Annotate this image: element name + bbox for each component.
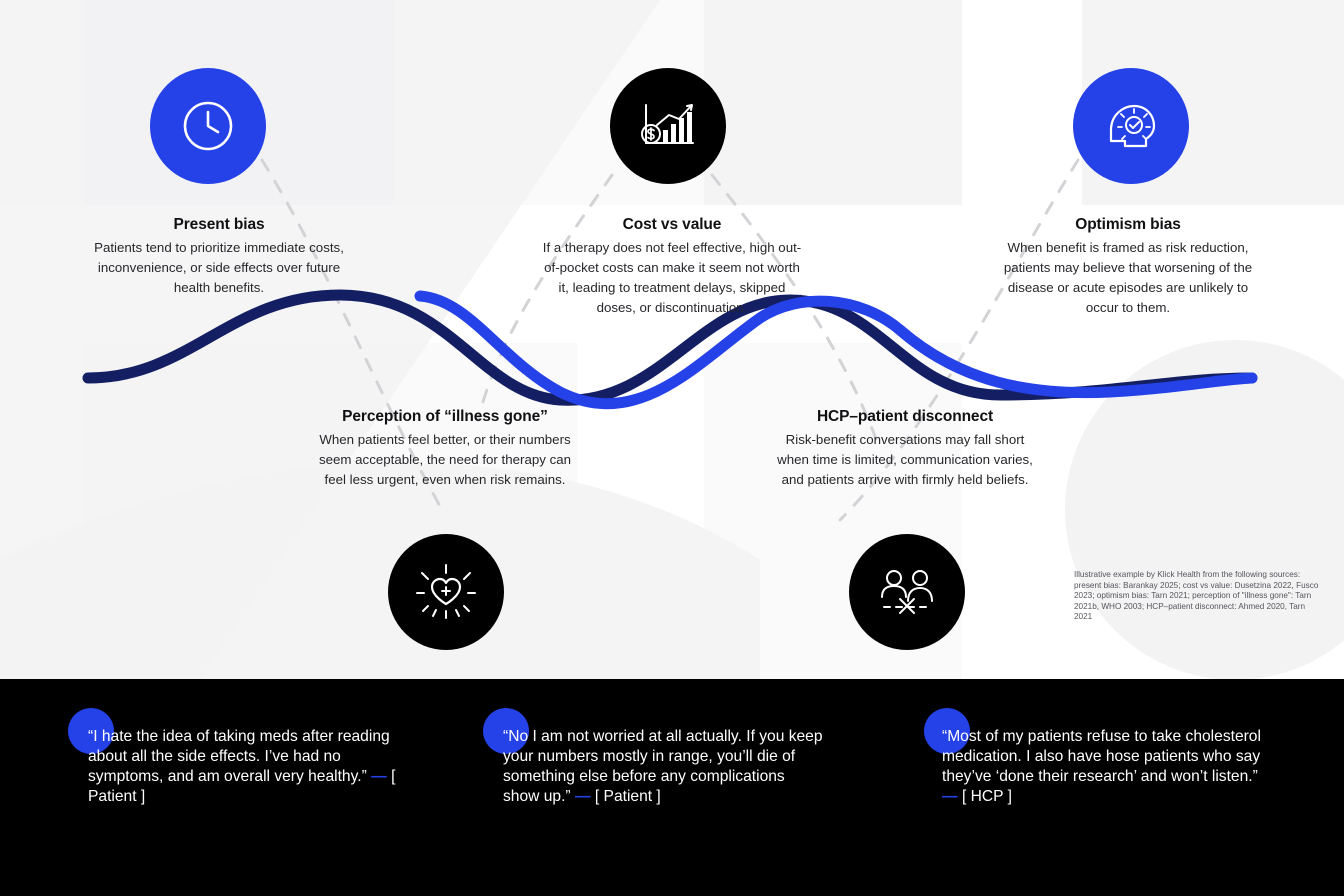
source-note: Illustrative example by Klick Health from the following sources: present bias: Barankay 2025; cost vs value: Dusetzina 2022, Fusco 2023; optimism bias: Tarn 2021; perception of "illness gone": Tarn 2021b, WHO 2003; HCP–patient disconnect: Ahmed 2020, Tarn 2021: [1074, 570, 1319, 622]
node-icon-cost-vs-value: [610, 68, 726, 184]
doctor-patient-disconnect-icon: [874, 561, 940, 623]
node-icon-hcp-patient-disconnect: [849, 534, 965, 650]
node-desc-optimism-bias: When benefit is framed as risk reduction, patients may believe that worsening of the disease or acute episodes are unlikely to occur to them.: [1003, 240, 1253, 315]
node-title-hcp-patient-disconnect: HCP–patient disconnect: [816, 408, 994, 425]
node-text-perception-illness-gone: [314, 408, 576, 490]
quote-3-attribution: [ HCP ]: [961, 788, 1012, 805]
quote-2-dash: —: [574, 788, 591, 805]
heart-shine-icon: [414, 561, 478, 623]
head-brain-icon: [1099, 97, 1163, 155]
node-icon-optimism-bias: [1073, 68, 1189, 184]
quote-1-attribution: [ Patient ]: [88, 768, 396, 805]
node-title-optimism-bias: Optimism bias: [1075, 216, 1181, 233]
node-desc-perception-illness-gone: When patients feel better, or their numbers seem acceptable, the need for therapy can feel less urgent, even when risk remains.: [318, 432, 572, 487]
quotes-band: [0, 679, 1344, 896]
node-title-present-bias: Present bias: [173, 216, 265, 233]
quote-3: [942, 727, 1264, 807]
quote-2-attribution: [ Patient ]: [594, 788, 661, 805]
quote-2-text: “No I am not worried at all actually. If you keep your numbers mostly in range, you’ll die of something else before any complications show up.”: [503, 728, 823, 805]
quote-1-text: “I hate the idea of taking meds after reading about all the side effects. I’ve had no symptoms, and am overall very healthy.”: [88, 728, 390, 785]
quote-1-dash: —: [371, 768, 387, 785]
node-text-optimism-bias: [997, 216, 1259, 318]
node-desc-hcp-patient-disconnect: Risk-benefit conversations may fall short when time is limited, communication varies, and patients arrive with firmly held beliefs.: [777, 432, 1033, 487]
quote-2: [503, 727, 825, 807]
clock-icon: [179, 97, 237, 155]
quote-1: [88, 727, 398, 807]
node-desc-cost-vs-value: If a therapy does not feel effective, high out-of-pocket costs can make it seem not worth it, leading to treatment delays, skipped doses, or discontinuation.: [542, 240, 802, 315]
node-desc-present-bias: Patients tend to prioritize immediate costs, inconvenience, or side effects over future health benefits.: [94, 240, 344, 295]
node-icon-perception-illness-gone: [388, 534, 504, 650]
node-text-cost-vs-value: [541, 216, 803, 318]
node-title-perception-illness-gone: Perception of “illness gone”: [342, 408, 548, 425]
node-icon-present-bias: [150, 68, 266, 184]
node-text-hcp-patient-disconnect: [774, 408, 1036, 490]
node-title-cost-vs-value: Cost vs value: [622, 216, 722, 233]
quote-3-dash: —: [942, 788, 958, 805]
quote-3-text: “Most of my patients refuse to take cholesterol medication. I also have hose patients who say they’ve ‘done their research’ and won’t listen.”: [942, 728, 1261, 785]
cost-chart-icon: [637, 97, 699, 155]
node-text-present-bias: [88, 216, 350, 298]
